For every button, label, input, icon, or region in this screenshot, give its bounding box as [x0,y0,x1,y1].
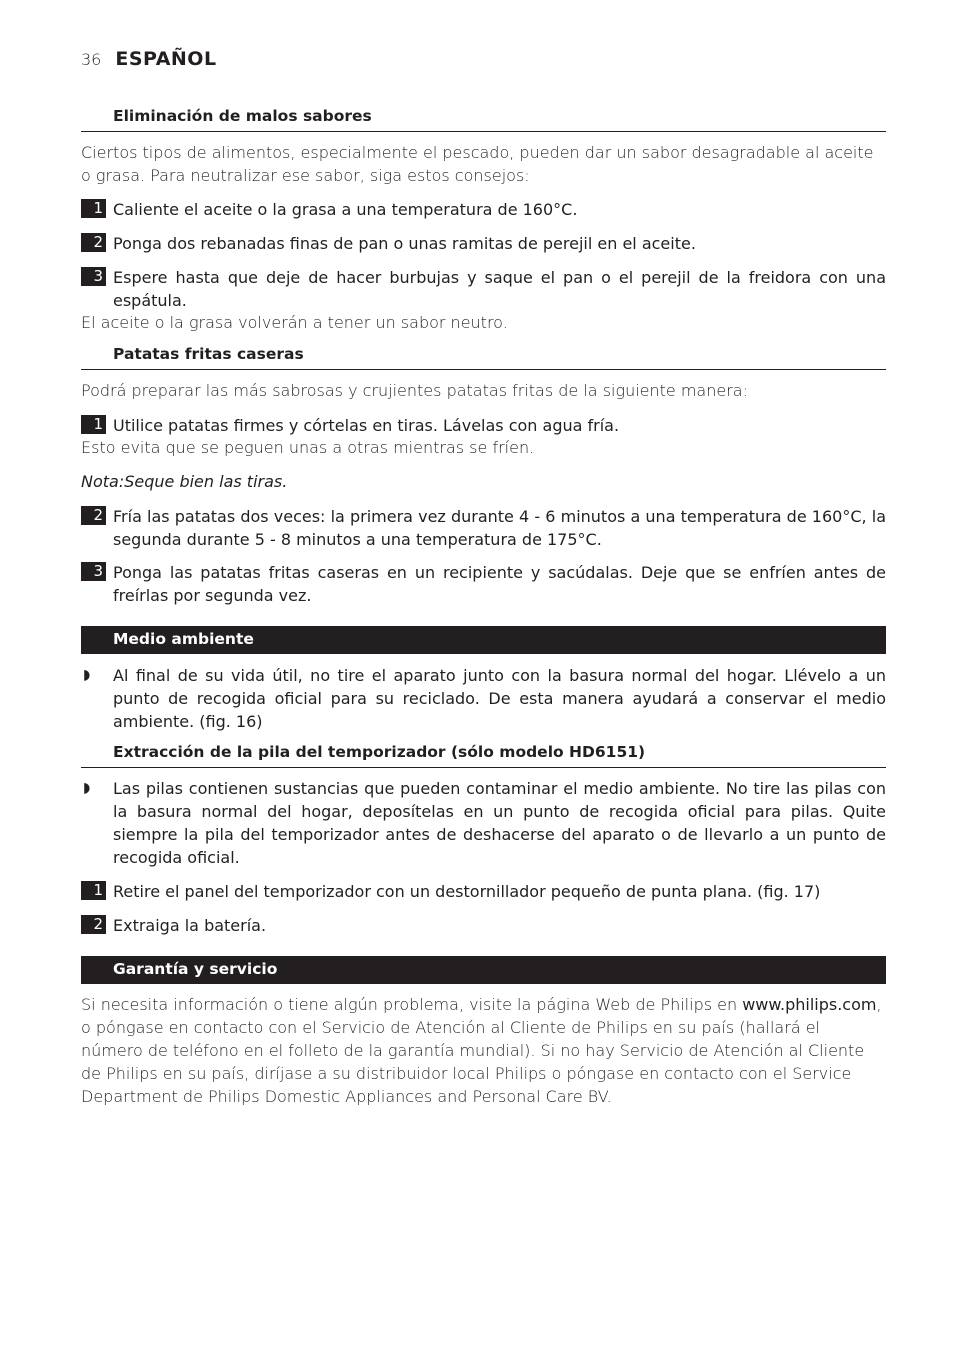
step-text: Utilice patatas firmes y córtelas en tiras. Lávelas con agua fría. [113,416,620,435]
step-item [81,561,886,607]
step-text: Caliente el aceite o la grasa a una temperatura de 160°C. [113,200,578,219]
bullet-text: Al final de su vida útil, no tire el aparato junto con la basura normal del hogar. Llévelo a un punto de recogida oficial para su reciclado. De esta manera ayudará a conservar el medio ambiente. (fig. 16) [113,666,886,731]
step-item [81,914,886,937]
triangle-bullet-icon: ◗ [83,780,91,796]
garantia-text [81,993,886,1108]
language-title: ESPAÑOL [115,48,217,70]
step-number: 3 [81,267,106,286]
section-bar-medio-ambiente [81,626,886,654]
step-number: 2 [81,233,106,252]
step-item [81,232,886,255]
result-text: El aceite o la grasa volverán a tener un sabor neutro. [81,313,508,332]
step-text: Fría las patatas dos veces: la primera vez durante 4 - 6 minutos a una temperatura de 160°C, la segunda durante 5 - 8 minutos a una temperatura de 175°C. [113,507,886,549]
section-rule [81,369,886,370]
page-header [81,48,217,70]
section-title-patatas: Patatas fritas caseras [113,345,304,363]
triangle-bullet-icon: ◗ [83,667,91,683]
step-number: 2 [81,915,106,934]
section-bar-garantia [81,956,886,984]
bullet-item [81,777,886,869]
step-note: Esto evita que se peguen unas a otras mientras se fríen. [81,438,535,457]
step-text: Retire el panel del temporizador con un destornillador pequeño de punta plana. (fig. 17) [113,882,821,901]
philips-website-link[interactable]: www.philips.com [742,995,877,1014]
step-text: Extraiga la batería. [113,916,267,935]
intro-patatas: Podrá preparar las más sabrosas y crujientes patatas fritas de la siguiente manera: [81,381,748,400]
step-item [81,198,886,221]
nota-text: Nota:Seque bien las tiras. [81,472,288,491]
section-rule [81,131,886,132]
step-number: 1 [81,199,106,218]
step-text: Ponga las patatas fritas caseras en un recipiente y sacúdalas. Deje que se enfríen antes de freírlas por segunda vez. [113,563,886,605]
section-title-malos-sabores: Eliminación de malos sabores [113,107,372,125]
section-title-garantia: Garantía y servicio [113,960,278,978]
section-title-medio-ambiente: Medio ambiente [113,630,254,648]
garantia-text-after: , o póngase en contacto con el Servicio de Atención al Cliente de Philips en su país (hallará el número de teléfono en el folleto de la garantía mundial). Si no hay Servicio de Atención al Cliente de Philips en su país, diríjase a su distribuidor local Philips o póngase en contacto con el Service Department de Philips Domestic Appliances and Personal Care BV. [81,995,882,1106]
step-item [81,414,886,437]
step-number: 1 [81,881,106,900]
step-item [81,266,886,312]
step-item [81,505,886,551]
step-text: Espere hasta que deje de hacer burbujas y saque el pan o el perejil de la freidora con una espátula. [113,268,886,310]
step-text: Ponga dos rebanadas finas de pan o unas ramitas de perejil en el aceite. [113,234,696,253]
bullet-item [81,664,886,733]
section-rule [81,767,886,768]
step-number: 2 [81,506,106,525]
garantia-text-before: Si necesita información o tiene algún problema, visite la página Web de Philips en [81,995,743,1014]
step-item [81,880,886,903]
intro-malos-sabores: Ciertos tipos de alimentos, especialmente el pescado, pueden dar un sabor desagradable al aceite o grasa. Para neutralizar ese sabor, siga estos consejos: [81,143,874,185]
page-number: 36 [81,50,102,69]
step-number: 1 [81,415,106,434]
step-number: 3 [81,562,106,581]
section-title-pila: Extracción de la pila del temporizador (sólo modelo HD6151) [113,743,646,761]
bullet-text: Las pilas contienen sustancias que pueden contaminar el medio ambiente. No tire las pilas con la basura normal del hogar, deposítelas en un punto de recogida oficial para pilas. Quite siempre la pila del temporizador antes de deshacerse del aparato o de llevarlo a un punto de recogida oficial. [113,779,886,867]
